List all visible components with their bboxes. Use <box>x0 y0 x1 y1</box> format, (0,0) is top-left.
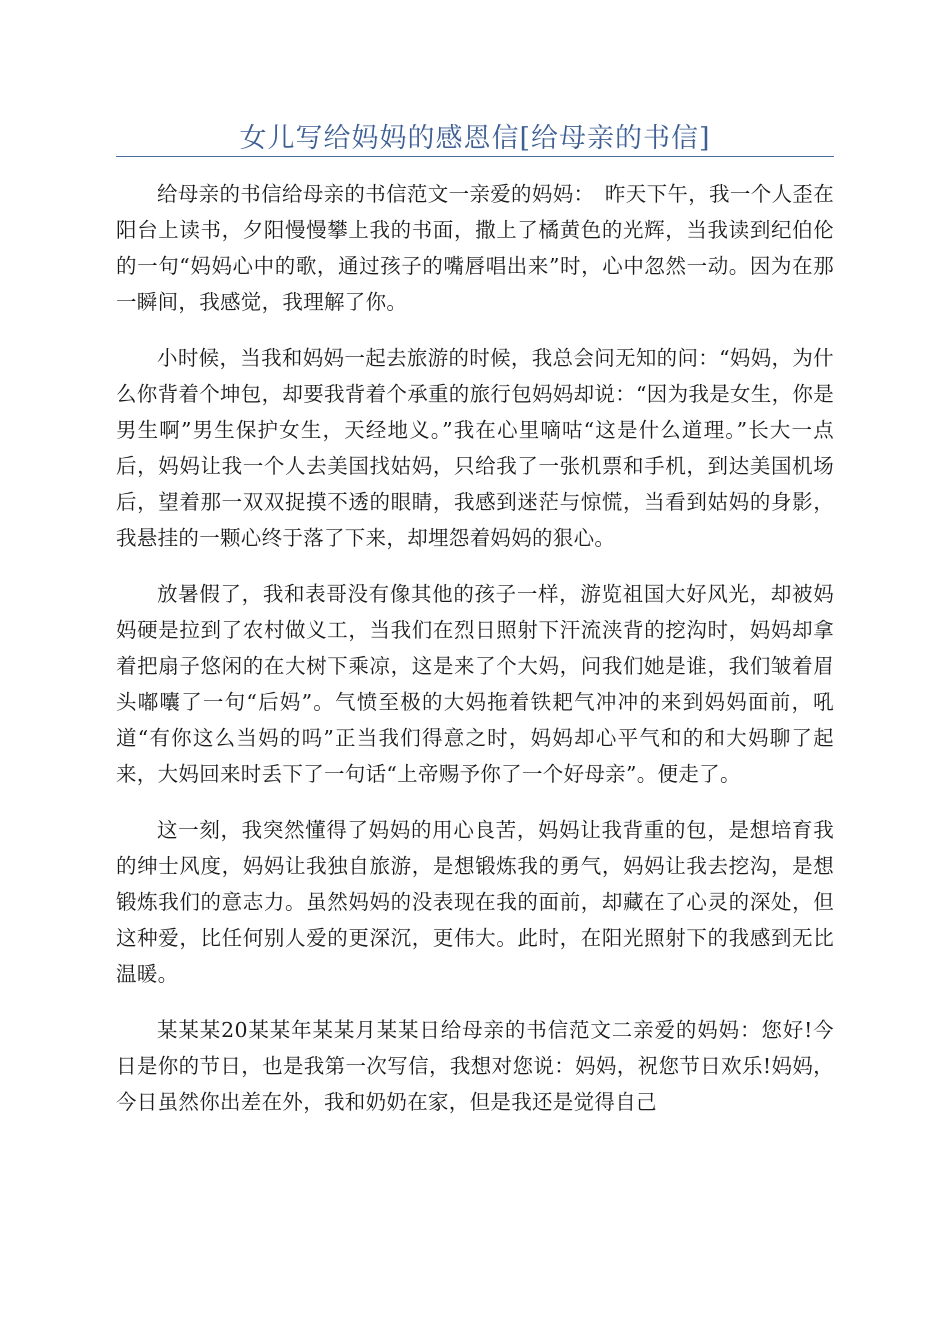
paragraph-4: 这一刻，我突然懂得了妈妈的用心良苦，妈妈让我背重的包，是想培育我的绅士风度，妈妈让我独自旅游，是想锻炼我的勇气，妈妈让我去挖沟，是想锻炼我们的意志力。虽然妈妈的没表现在我的面前，却藏在了心灵的深处，但这种爱，比任何别人爱的更深沉，更伟大。此时，在阳光照射下的我感到无比温暖。 <box>116 818 834 986</box>
title-block <box>116 108 834 157</box>
letter-body <box>116 176 834 1140</box>
paragraph-2: 小时候，当我和妈妈一起去旅游的时候，我总会问无知的问：“妈妈，为什么你背着个坤包，却要我背着个承重的旅行包妈妈却说：“因为我是女生，你是男生啊”男生保护女生，天经地义。”我在心里嘀咕“这是什么道理。”长大一点后，妈妈让我一个人去美国找姑妈，只给我了一张机票和手机，到达美国机场后，望着那一双双捉摸不透的眼睛，我感到迷茫与惊慌，当看到姑妈的身影，我悬挂的一颗心终于落了下来，却埋怨着妈妈的狠心。 <box>116 346 834 550</box>
paragraph-5: 某某某20某某年某某月某某日给母亲的书信范文二亲爱的妈妈：您好!今日是你的节日，也是我第一次写信，我想对您说：妈妈，祝您节日欢乐!妈妈，今日虽然你出差在外，我和奶奶在家，但是我还是觉得自己 <box>116 1018 834 1114</box>
paragraph-3: 放暑假了，我和表哥没有像其他的孩子一样，游览祖国大好风光，却被妈妈硬是拉到了农村做义工，当我们在烈日照射下汗流浃背的挖沟时，妈妈却拿着把扇子悠闲的在大树下乘凉，这是来了个大妈，问我们她是谁，我们皱着眉头嘟囔了一句“后妈”。气愤至极的大妈拖着铁耙气冲冲的来到妈妈面前，吼道“有你这么当妈的吗”正当我们得意之时，妈妈却心平气和的和大妈聊了起来，大妈回来时丢下了一句话“上帝赐予你了一个好母亲”。便走了。 <box>116 582 834 786</box>
paragraph-1: 给母亲的书信给母亲的书信范文一亲爱的妈妈： 昨天下午，我一个人歪在阳台上读书，夕阳慢慢攀上我的书面，撒上了橘黄色的光辉，当我读到纪伯伦的一句“妈妈心中的歌，通过孩子的嘴唇唱出来”时，心中忽然一动。因为在那一瞬间，我感觉，我理解了你。 <box>116 182 834 314</box>
page-title: 女儿写给妈妈的感恩信[给母亲的书信] <box>239 123 711 154</box>
